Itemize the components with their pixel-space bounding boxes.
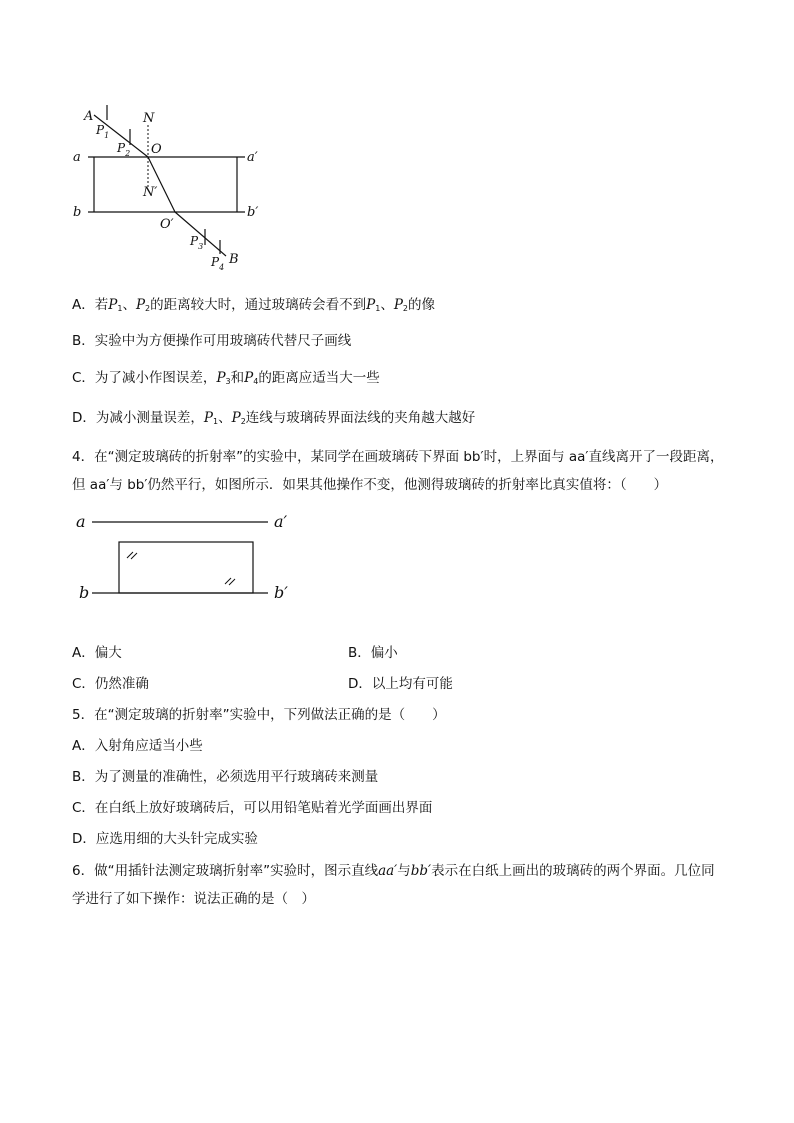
q5-option-c: C．在白纸上放好玻璃砖后，可以用铅笔贴着光学面画出界面 bbox=[72, 800, 433, 816]
q5-option-d: D．应选用细的大头针完成实验 bbox=[72, 831, 258, 847]
sub: 2 bbox=[145, 304, 151, 313]
q6-stem-part1: 6．做“用插针法测定玻璃折射率”实验时，图示直线 bbox=[72, 863, 379, 879]
q3-a-mid: 的距离较大时，通过玻璃砖会看不到 bbox=[150, 297, 367, 313]
sub: 4 bbox=[253, 377, 259, 386]
sym-p: P bbox=[366, 297, 376, 313]
q4-option-a: A．偏大 bbox=[72, 645, 122, 661]
sym-aa: aa′ bbox=[378, 863, 398, 879]
sub: 1 bbox=[117, 304, 123, 313]
q3-a-end: 的像 bbox=[408, 297, 435, 313]
q4-option-b: B．偏小 bbox=[348, 645, 398, 661]
label-O-prime: O′ bbox=[160, 217, 174, 232]
sep: 、 bbox=[380, 297, 394, 313]
q4-label-a: a bbox=[76, 512, 86, 531]
q4-diagram bbox=[0, 505, 794, 605]
q3-c-end: 的距离应适当大一些 bbox=[258, 370, 380, 386]
sym-p: P bbox=[216, 370, 226, 386]
label-b: b bbox=[73, 205, 82, 220]
q4-label-b-prime: b′ bbox=[274, 583, 288, 602]
label-B: B bbox=[229, 252, 239, 267]
label-N: N bbox=[143, 111, 155, 126]
q6-mid: 与 bbox=[397, 863, 411, 879]
q4-stem: 4．在“测定玻璃砖的折射率”的实验中，某同学在画玻璃砖下界面 bb′时，上界面与 aa′直线离开了一段距离，但 aa′与 bb′仍然平行，如图所示．如果其他操作不变，他测得玻璃砖的折射率比真实值将：（ ） bbox=[72, 449, 724, 493]
label-p3: $P_3$ bbox=[190, 234, 204, 251]
glass-hatch-icon bbox=[127, 552, 235, 585]
q5-option-a: A．入射角应适当小些 bbox=[72, 738, 203, 754]
label-O: O bbox=[151, 142, 162, 157]
sep: 、 bbox=[218, 410, 232, 426]
sub: 1 bbox=[213, 417, 219, 426]
sub: 1 bbox=[375, 304, 381, 313]
q5-stem: 5．在“测定玻璃的折射率”实验中，下列做法正确的是（ ） bbox=[72, 707, 446, 723]
sym-p: P bbox=[203, 410, 213, 426]
q6-stem-part2: 表示在白纸上画出的玻璃砖的两个界面。几位同学进行了如下操作：说法正确的是（ ） bbox=[72, 863, 715, 907]
label-p2: $P_2$ bbox=[117, 141, 131, 158]
sub: 2 bbox=[240, 417, 246, 426]
q3-option-c bbox=[72, 368, 380, 392]
sym-p: P bbox=[135, 297, 146, 313]
q5-option-b: B．为了测量的准确性，必须选用平行玻璃砖来测量 bbox=[72, 769, 379, 785]
q4-option-d: D．以上均有可能 bbox=[348, 676, 453, 692]
q4-label-a-prime: a′ bbox=[274, 512, 288, 531]
label-p4: $P_4$ bbox=[211, 255, 225, 272]
label-N-prime: N′ bbox=[143, 185, 158, 200]
label-b-prime: b′ bbox=[247, 205, 259, 220]
label-A: A bbox=[84, 109, 94, 124]
sub: 3 bbox=[225, 377, 231, 386]
sym-bb: bb′ bbox=[410, 863, 432, 879]
q4-option-c: C．仍然准确 bbox=[72, 676, 149, 692]
q3-option-a bbox=[72, 295, 435, 319]
q4-glass-block bbox=[119, 542, 253, 593]
sym-p: P bbox=[244, 370, 254, 386]
label-a: a bbox=[73, 150, 81, 165]
q3-option-d bbox=[72, 408, 475, 432]
label-p1: $P_1$ bbox=[96, 123, 110, 140]
q3-d-text: D．为减小测量误差， bbox=[72, 410, 204, 426]
q3-a-text: A．若 bbox=[72, 297, 109, 313]
q4-label-b: b bbox=[79, 583, 90, 602]
q3-d-end: 连线与玻璃砖界面法线的夹角越大越好 bbox=[245, 410, 476, 426]
sym-p: P bbox=[108, 297, 118, 313]
sym-p: P bbox=[231, 410, 241, 426]
sym-p: P bbox=[393, 297, 403, 313]
q3-option-b: B．实验中为方便操作可用玻璃砖代替尺子画线 bbox=[72, 333, 352, 349]
label-a-prime: a′ bbox=[247, 150, 258, 165]
sep: 、 bbox=[122, 297, 136, 313]
q3-c-text: C．为了减小作图误差， bbox=[72, 370, 217, 386]
refraction-diagram bbox=[0, 0, 794, 300]
q6-stem bbox=[72, 857, 724, 913]
q3-c-mid: 和 bbox=[230, 370, 245, 386]
sub: 2 bbox=[402, 304, 408, 313]
